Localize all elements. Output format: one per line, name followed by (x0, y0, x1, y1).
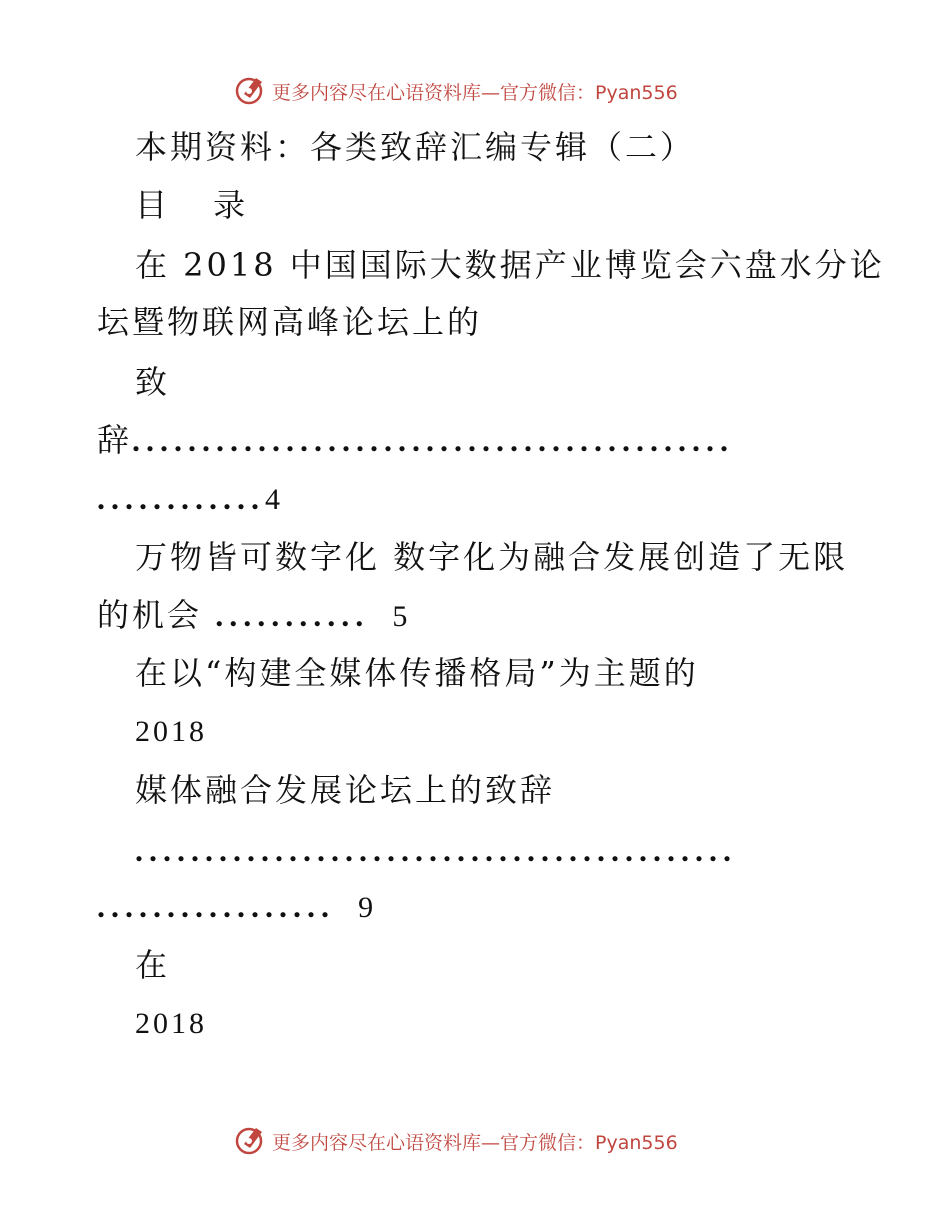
toc-entry-4-line-1: 在 (135, 946, 171, 984)
watermark-text: 更多内容尽在心语资料库—官方微信：Pyan556 (272, 1132, 678, 1154)
leader-dots: ............ (97, 480, 265, 516)
toc-entry-3-line-3: 媒体融合发展论坛上的致辞 (135, 771, 556, 809)
toc-entry-3-line-5 (97, 886, 376, 928)
pen-nib-circle-icon (234, 1122, 268, 1156)
watermark-text: 更多内容尽在心语资料库—官方微信：Pyan556 (272, 82, 678, 104)
leader-dots: ........................................... (132, 422, 735, 458)
wechat-id: Pyan556 (595, 82, 678, 104)
leader-dots: ................. (97, 888, 335, 924)
toc-entry-2-line-2: 的机会 ........... 5 (97, 596, 411, 634)
page-number: 9 (358, 891, 377, 924)
toc-entry-1-line-5 (97, 478, 283, 520)
page-number: 4 (265, 483, 283, 516)
page-number: 5 (392, 600, 411, 633)
toc-entry-1-line-4: 辞........................................... (97, 421, 735, 459)
toc-entry-3-line-4 (135, 830, 737, 870)
watermark-banner-bottom (0, 1120, 950, 1160)
leader-dots: ........... (215, 597, 370, 633)
wechat-id: Pyan556 (595, 1132, 678, 1154)
toc-entry-3-line-2: 2018 (135, 715, 207, 748)
toc-entry-3-line-1: 在以“构建全媒体传播格局”为主题的 (135, 654, 699, 692)
pen-nib-circle-icon (234, 72, 268, 106)
toc-entry-2-line-1: 万物皆可数字化 数字化为融合发展创造了无限 (135, 538, 849, 576)
toc-entry-1-line-2: 坛暨物联网高峰论坛上的 (97, 303, 483, 341)
watermark-banner-top (0, 70, 950, 110)
document-title: 本期资料：各类致辞汇编专辑（二） (135, 128, 696, 166)
toc-entry-1-line-1: 在 2018 中国国际大数据产业博览会六盘水分论 (135, 246, 885, 284)
toc-entry-1-line-3: 致 (135, 363, 171, 401)
toc-heading: 目 录 (135, 186, 264, 224)
toc-entry-4-line-2: 2018 (135, 1007, 207, 1040)
leader-dots: ........................................... (135, 832, 737, 868)
